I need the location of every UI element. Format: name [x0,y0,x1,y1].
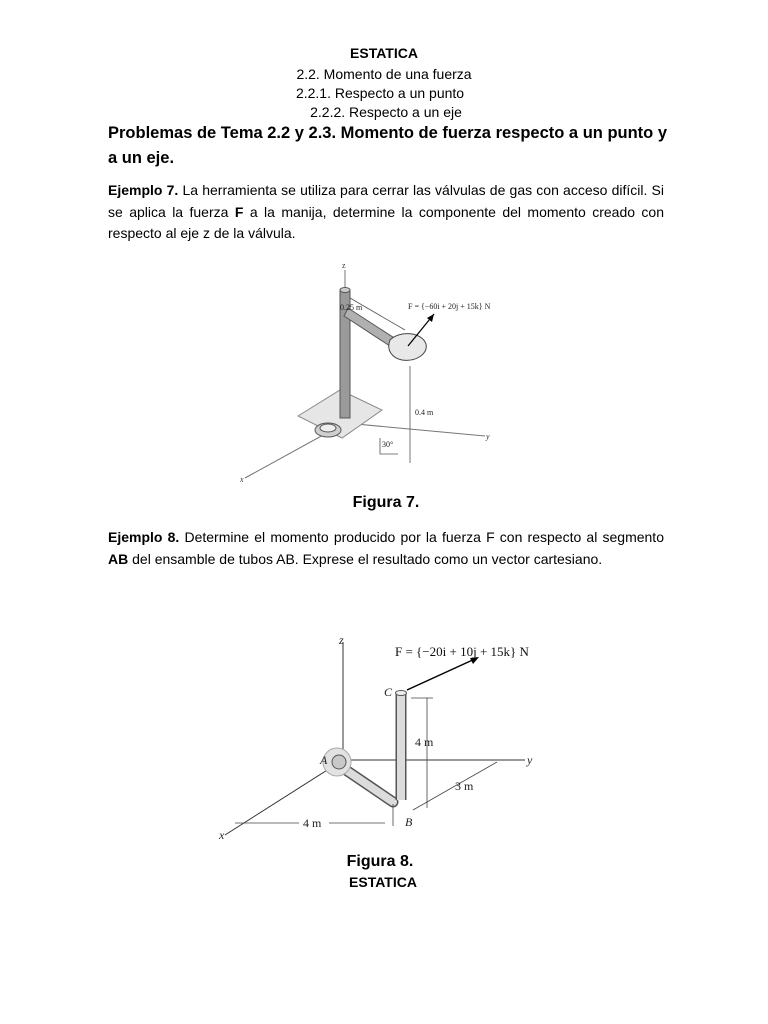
fig8-force-arrow [407,658,477,690]
example-7-text-b: a la manija, determine la componente del momento creado con respecto al eje z de la válvula. [108,203,664,241]
example-8-bold-ab: AB [108,550,129,567]
example-7-bold-f: F [234,203,244,220]
fig8-point-a: A [320,753,328,767]
fig8-dim-3m-label: 3 m [455,779,474,793]
fig7-dim-height-label: 0.4 m [415,408,434,417]
section-heading: 2.2. Momento de una fuerza [296,66,472,82]
example-7-text-a: La herramienta se utiliza para cerrar las válvulas de gas con acceso difícil. Si se aplica la fuerza [108,182,664,220]
fig8-y-label: y [527,753,533,767]
fig7-y-label: y [486,432,490,441]
subsection-point: 2.2.1. Respecto a un punto [295,85,465,101]
fig7-rod-cap [340,288,350,293]
fig7-force-label: F = {−60i + 20j + 15k} N [408,302,491,311]
fig7-angle-label: 30° [382,440,394,449]
fig8-z-label: z [339,633,344,647]
fig8-point-b: B [405,815,413,829]
fig8-dim-vertical-label: 4 m [415,735,434,749]
fig8-x-label: x [219,828,225,842]
example-8-text-b: del ensamble de tubos AB. Exprese el resultado como un vector cartesiano. [128,550,603,567]
fig8-point-c: C [384,685,393,699]
example-7-label: Ejemplo 7. [108,182,179,198]
subsection-axis: 2.2.2. Respecto a un eje [310,104,462,120]
fig7-hand [389,334,426,361]
fig7-z-label: z [342,261,346,270]
figure-7-caption: Figura 7. [352,494,420,511]
fig8-force-label: F = {−20i + 10j + 15k} N [395,644,529,659]
fig8-dim-horizontal-label: 4 m [303,816,322,830]
fig7-x-label: x [240,475,244,484]
fig7-valve-top [320,424,336,432]
problems-title: Problemas de Tema 2.2 y 2.3. Momento de fuerza respecto a un punto y a un eje. [108,124,668,167]
figure-7-diagram [230,258,550,490]
figure-8-caption: Figura 8. [346,853,414,870]
figure-8-diagram [215,630,565,850]
footer-subject: ESTATICA [349,874,417,890]
fig8-flange [332,755,346,769]
fig7-y-axis [345,423,485,436]
example-7-paragraph [108,180,664,245]
example-8-text-a: Determine el momento producido por la fuerza F con respecto al segmento [179,529,664,545]
doc-subject: ESTATICA [350,45,418,61]
fig8-pipe-top [396,691,407,696]
example-8-label: Ejemplo 8. [108,529,180,545]
example-8-paragraph [108,527,664,570]
fig7-dim-handle-label: 0.25 m [340,303,363,312]
